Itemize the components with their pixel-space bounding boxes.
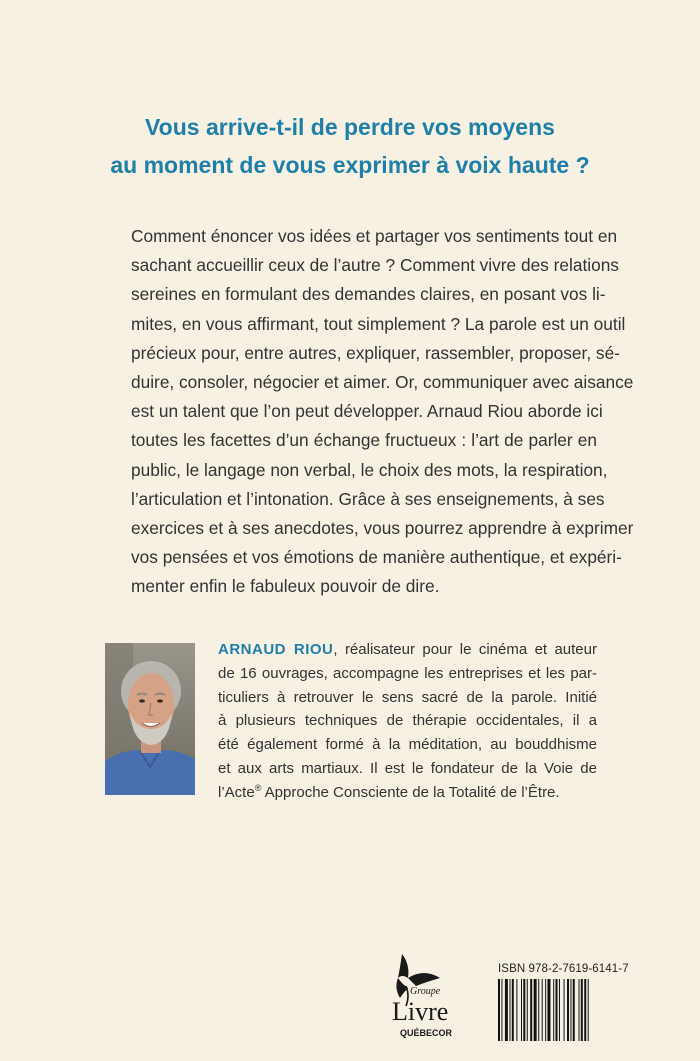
publisher-logo — [380, 952, 460, 1044]
registered-mark: ® — [254, 782, 262, 793]
barcode-bar — [584, 979, 586, 1041]
author-bio-last-line: Approche Consciente de la Totalité de l’Être. — [261, 783, 560, 801]
barcode-bar — [538, 979, 539, 1041]
author-bio — [218, 638, 597, 805]
barcode-bar — [512, 979, 514, 1041]
author-name: ARNAUD RIOU — [218, 641, 334, 658]
description-line: sachant accueillir ceux de l’autre ? Comment vivre des relations — [131, 255, 619, 276]
barcode-bar — [573, 979, 575, 1041]
acte-text: l’Acte — [218, 783, 255, 801]
groupe-text: Groupe — [410, 986, 441, 997]
barcode-area — [498, 963, 629, 1043]
barcode-bar — [559, 979, 560, 1041]
livre-text: Livre — [392, 997, 449, 1026]
barcode-bar — [579, 979, 580, 1041]
quebecor-text: QUÉBECOR — [400, 1028, 453, 1038]
barcode-bar — [505, 979, 508, 1041]
author-bio-line — [218, 638, 597, 662]
author-photo — [105, 643, 195, 795]
description-line: vos pensées et vos émotions de manière authentique, et expéri- — [131, 547, 622, 568]
author-portrait-image — [105, 643, 195, 795]
headline-line-2: au moment de vous exprimer à voix haute ? — [110, 152, 590, 178]
description-line: duire, consoler, négocier et aimer. Or, communiquer avec aisance — [131, 372, 634, 393]
description-line: toutes les facettes d’un échange fructueux : l’art de parler en — [131, 430, 597, 451]
description-line: mites, en vous affirmant, tout simplement ? La parole est un outil — [131, 313, 626, 334]
description-line: Comment énoncer vos idées et partager vos sentiments tout en — [131, 226, 618, 246]
barcode-bar — [588, 979, 589, 1041]
barcode-bar — [510, 979, 511, 1041]
barcode-bar — [545, 979, 546, 1041]
barcode-bar — [527, 979, 528, 1041]
author-bio-line: de 16 ouvrages, accompagne les entreprises et les par- — [218, 664, 597, 682]
isbn-label: ISBN 978-2-7619-6141-7 — [498, 963, 629, 975]
description-line: menter enfin le fabuleux pouvoir de dire. — [131, 576, 440, 597]
barcode-bar — [556, 979, 558, 1041]
author-bio-first-line: , réalisateur pour le cinéma et auteur — [333, 641, 597, 658]
description-line: l’articulation et l’intonation. Grâce à ses enseignements, à ses — [131, 488, 605, 509]
barcode-bar — [523, 979, 525, 1041]
description-line: exercices et à ses anecdotes, vous pourrez apprendre à exprimer — [131, 518, 634, 539]
barcode-bar — [570, 979, 571, 1041]
barcode-bar — [521, 979, 522, 1041]
headline — [0, 108, 700, 184]
description — [131, 222, 634, 602]
barcode-bar — [553, 979, 554, 1041]
leaf-icon — [380, 952, 460, 1044]
barcode-bar — [567, 979, 569, 1041]
barcode-icon — [498, 979, 620, 1041]
barcode-bar — [581, 979, 583, 1041]
description-line: est un talent que l’on peut développer. Arnaud Riou aborde ici — [131, 401, 603, 422]
author-bio-line: à plusieurs techniques de thérapie occidentales, il a — [218, 712, 597, 730]
author-bio-line: été également formé à la méditation, au bouddhisme — [218, 736, 597, 754]
barcode-bar — [501, 979, 502, 1041]
barcode-bar — [534, 979, 537, 1041]
description-line: public, le langage non verbal, le choix des mots, la respiration, — [131, 459, 608, 480]
barcode-bar — [564, 979, 565, 1041]
barcode-bar — [530, 979, 532, 1041]
barcode-bar — [498, 979, 500, 1041]
author-bio-line: et aux arts martiaux. Il est le fondateur de la Voie de — [218, 759, 597, 777]
barcode-bar — [547, 979, 550, 1041]
description-line: sereines en formulant des demandes claires, en posant vos li- — [131, 284, 606, 305]
headline-line-1: Vous arrive-t-il de perdre vos moyens — [145, 114, 555, 140]
barcode-bar — [542, 979, 543, 1041]
author-bio-line: ticuliers à retrouver le sens sacré de la parole. Initié — [218, 688, 597, 706]
description-line: précieux pour, entre autres, expliquer, rassembler, proposer, sé- — [131, 342, 620, 363]
author-bio-line — [218, 781, 597, 805]
barcode-bar — [516, 979, 517, 1041]
